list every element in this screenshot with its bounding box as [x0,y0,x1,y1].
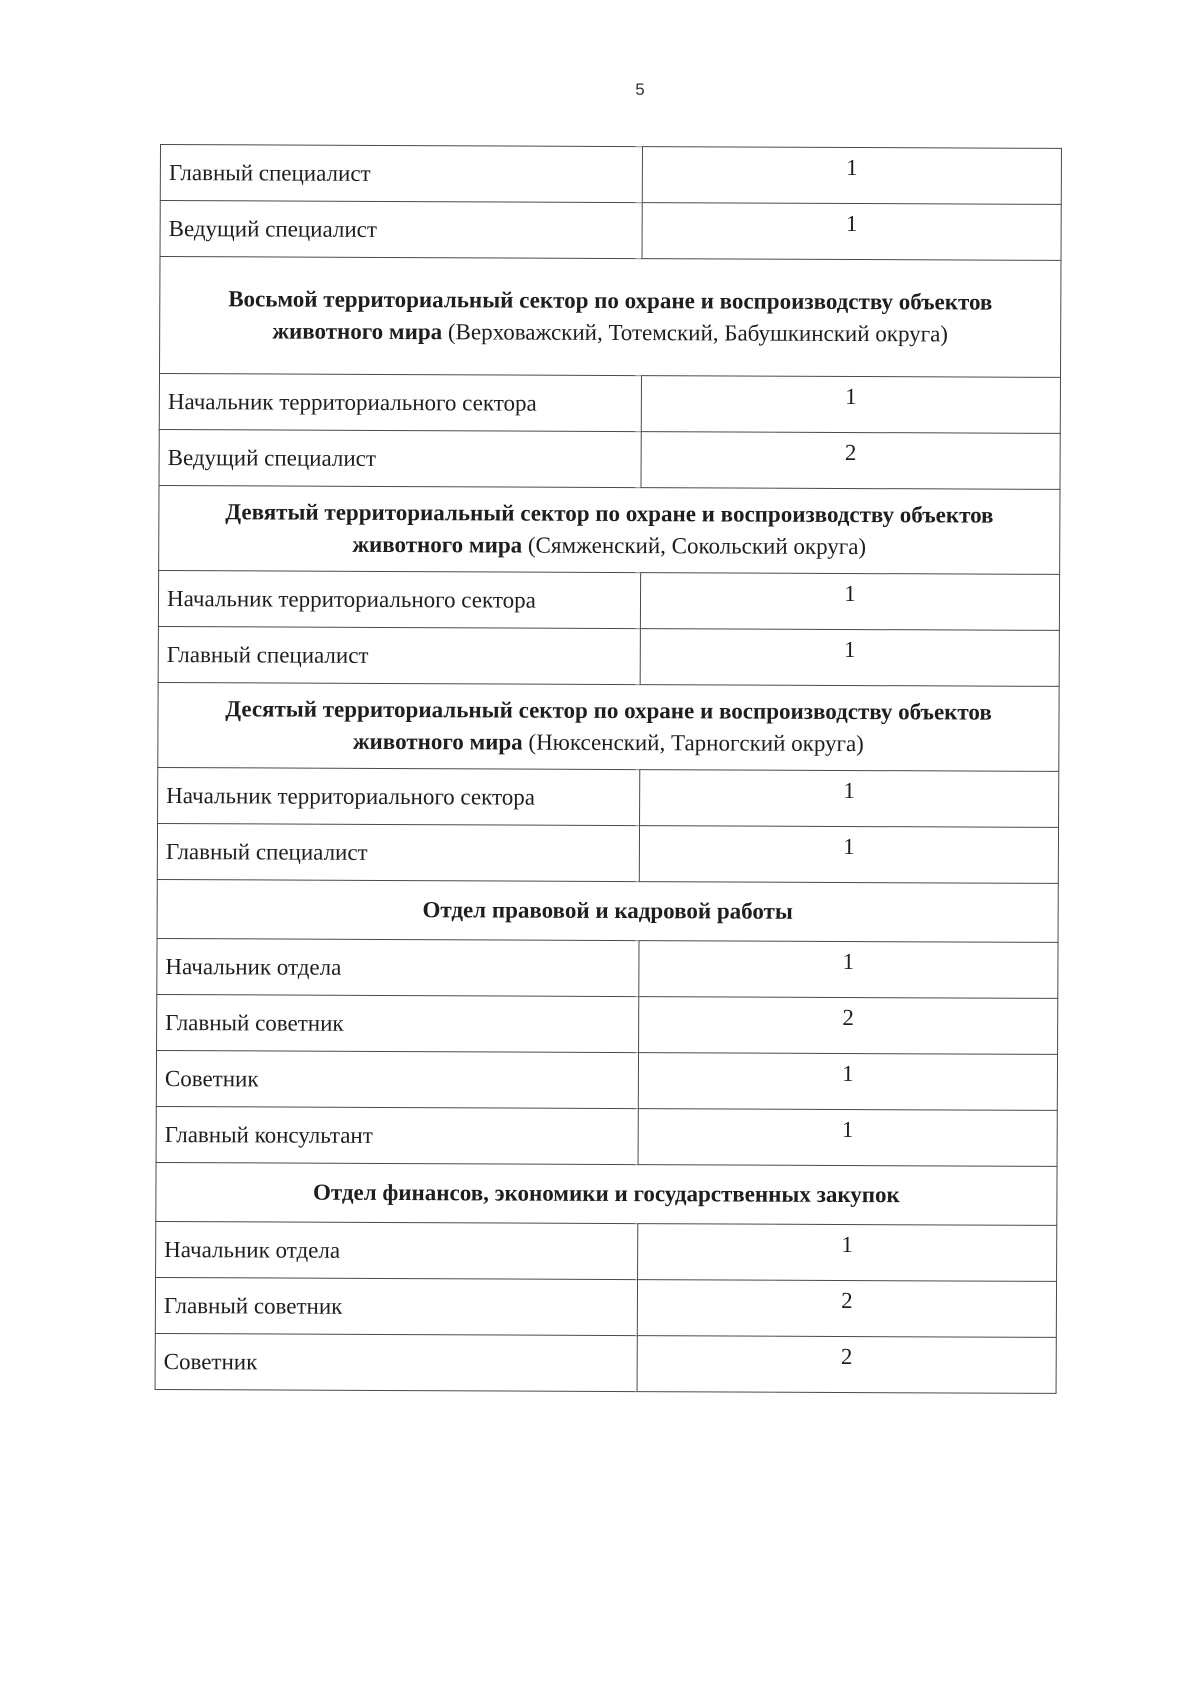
table-row [156,1106,1057,1166]
table-row [156,1221,1057,1281]
section-header [158,682,1059,771]
table-row [157,994,1058,1054]
position-count: 2 [641,432,1060,490]
position-count: 1 [642,147,1061,205]
table-row [160,145,1061,205]
position-count: 1 [640,629,1059,687]
position-title: Главный специалист [158,626,640,684]
position-count: 1 [639,826,1058,884]
position-title: Начальник территориального сектора [159,374,641,432]
table-row [159,429,1060,489]
section-districts: (Нюксенский, Тарногский округа) [522,729,864,757]
table-row [157,823,1058,883]
table-row [160,201,1061,261]
table-row [158,626,1059,686]
section-header-row [157,879,1058,942]
position-count: 1 [639,941,1058,999]
position-count: 1 [642,203,1061,261]
table-row [158,767,1059,827]
table-row [155,1333,1056,1393]
section-header-row [156,1162,1057,1225]
position-title: Начальник территориального сектора [158,767,640,825]
position-title: Советник [156,1050,638,1108]
section-districts: (Сямженский, Сокольский округа) [522,532,867,560]
position-count: 1 [641,376,1060,434]
position-count: 1 [638,1109,1057,1167]
position-title: Начальник территориального сектора [158,570,640,628]
table-row [156,1050,1057,1110]
position-count: 2 [637,1336,1056,1394]
section-header [159,485,1060,574]
section-header [159,257,1061,378]
position-count: 2 [637,1280,1056,1338]
table-row [157,938,1058,998]
table-row [158,570,1059,630]
section-title: Восьмой территориальный сектор по охране и воспроизводству объектов животного мира [228,286,993,345]
section-title: Отдел правовой и кадровой работы [422,897,793,924]
section-title: Девятый территориальный сектор по охране и воспроизводству объектов животного мира [225,499,994,558]
section-header-row [159,485,1060,574]
section-header-row [159,257,1061,378]
position-title: Ведущий специалист [159,429,641,487]
position-title: Главный консультант [156,1106,638,1164]
position-title: Начальник отдела [156,1221,638,1279]
position-title: Главный советник [155,1277,637,1335]
staffing-table [155,144,1062,1394]
table-row [155,1277,1056,1337]
position-title: Советник [155,1333,637,1391]
position-title: Ведущий специалист [160,201,642,259]
section-header-row [158,682,1059,771]
position-title: Начальник отдела [157,938,639,996]
position-count: 1 [640,770,1059,828]
section-title: Десятый территориальный сектор по охране и воспроизводству объектов животного мира [225,696,992,755]
section-districts: (Верховажский, Тотемский, Бабушкинский округа) [442,319,949,347]
position-count: 1 [640,573,1059,631]
position-title: Главный советник [157,994,639,1052]
position-count: 1 [638,1224,1057,1282]
section-header [157,879,1058,942]
page-number: 5 [635,80,645,99]
table-row [159,374,1060,434]
position-count: 1 [638,1053,1057,1111]
position-title: Главный специалист [160,145,642,203]
section-header [156,1162,1057,1225]
position-count: 2 [639,997,1058,1055]
position-title: Главный специалист [157,823,639,881]
section-title: Отдел финансов, экономики и государственных закупок [312,1179,900,1208]
